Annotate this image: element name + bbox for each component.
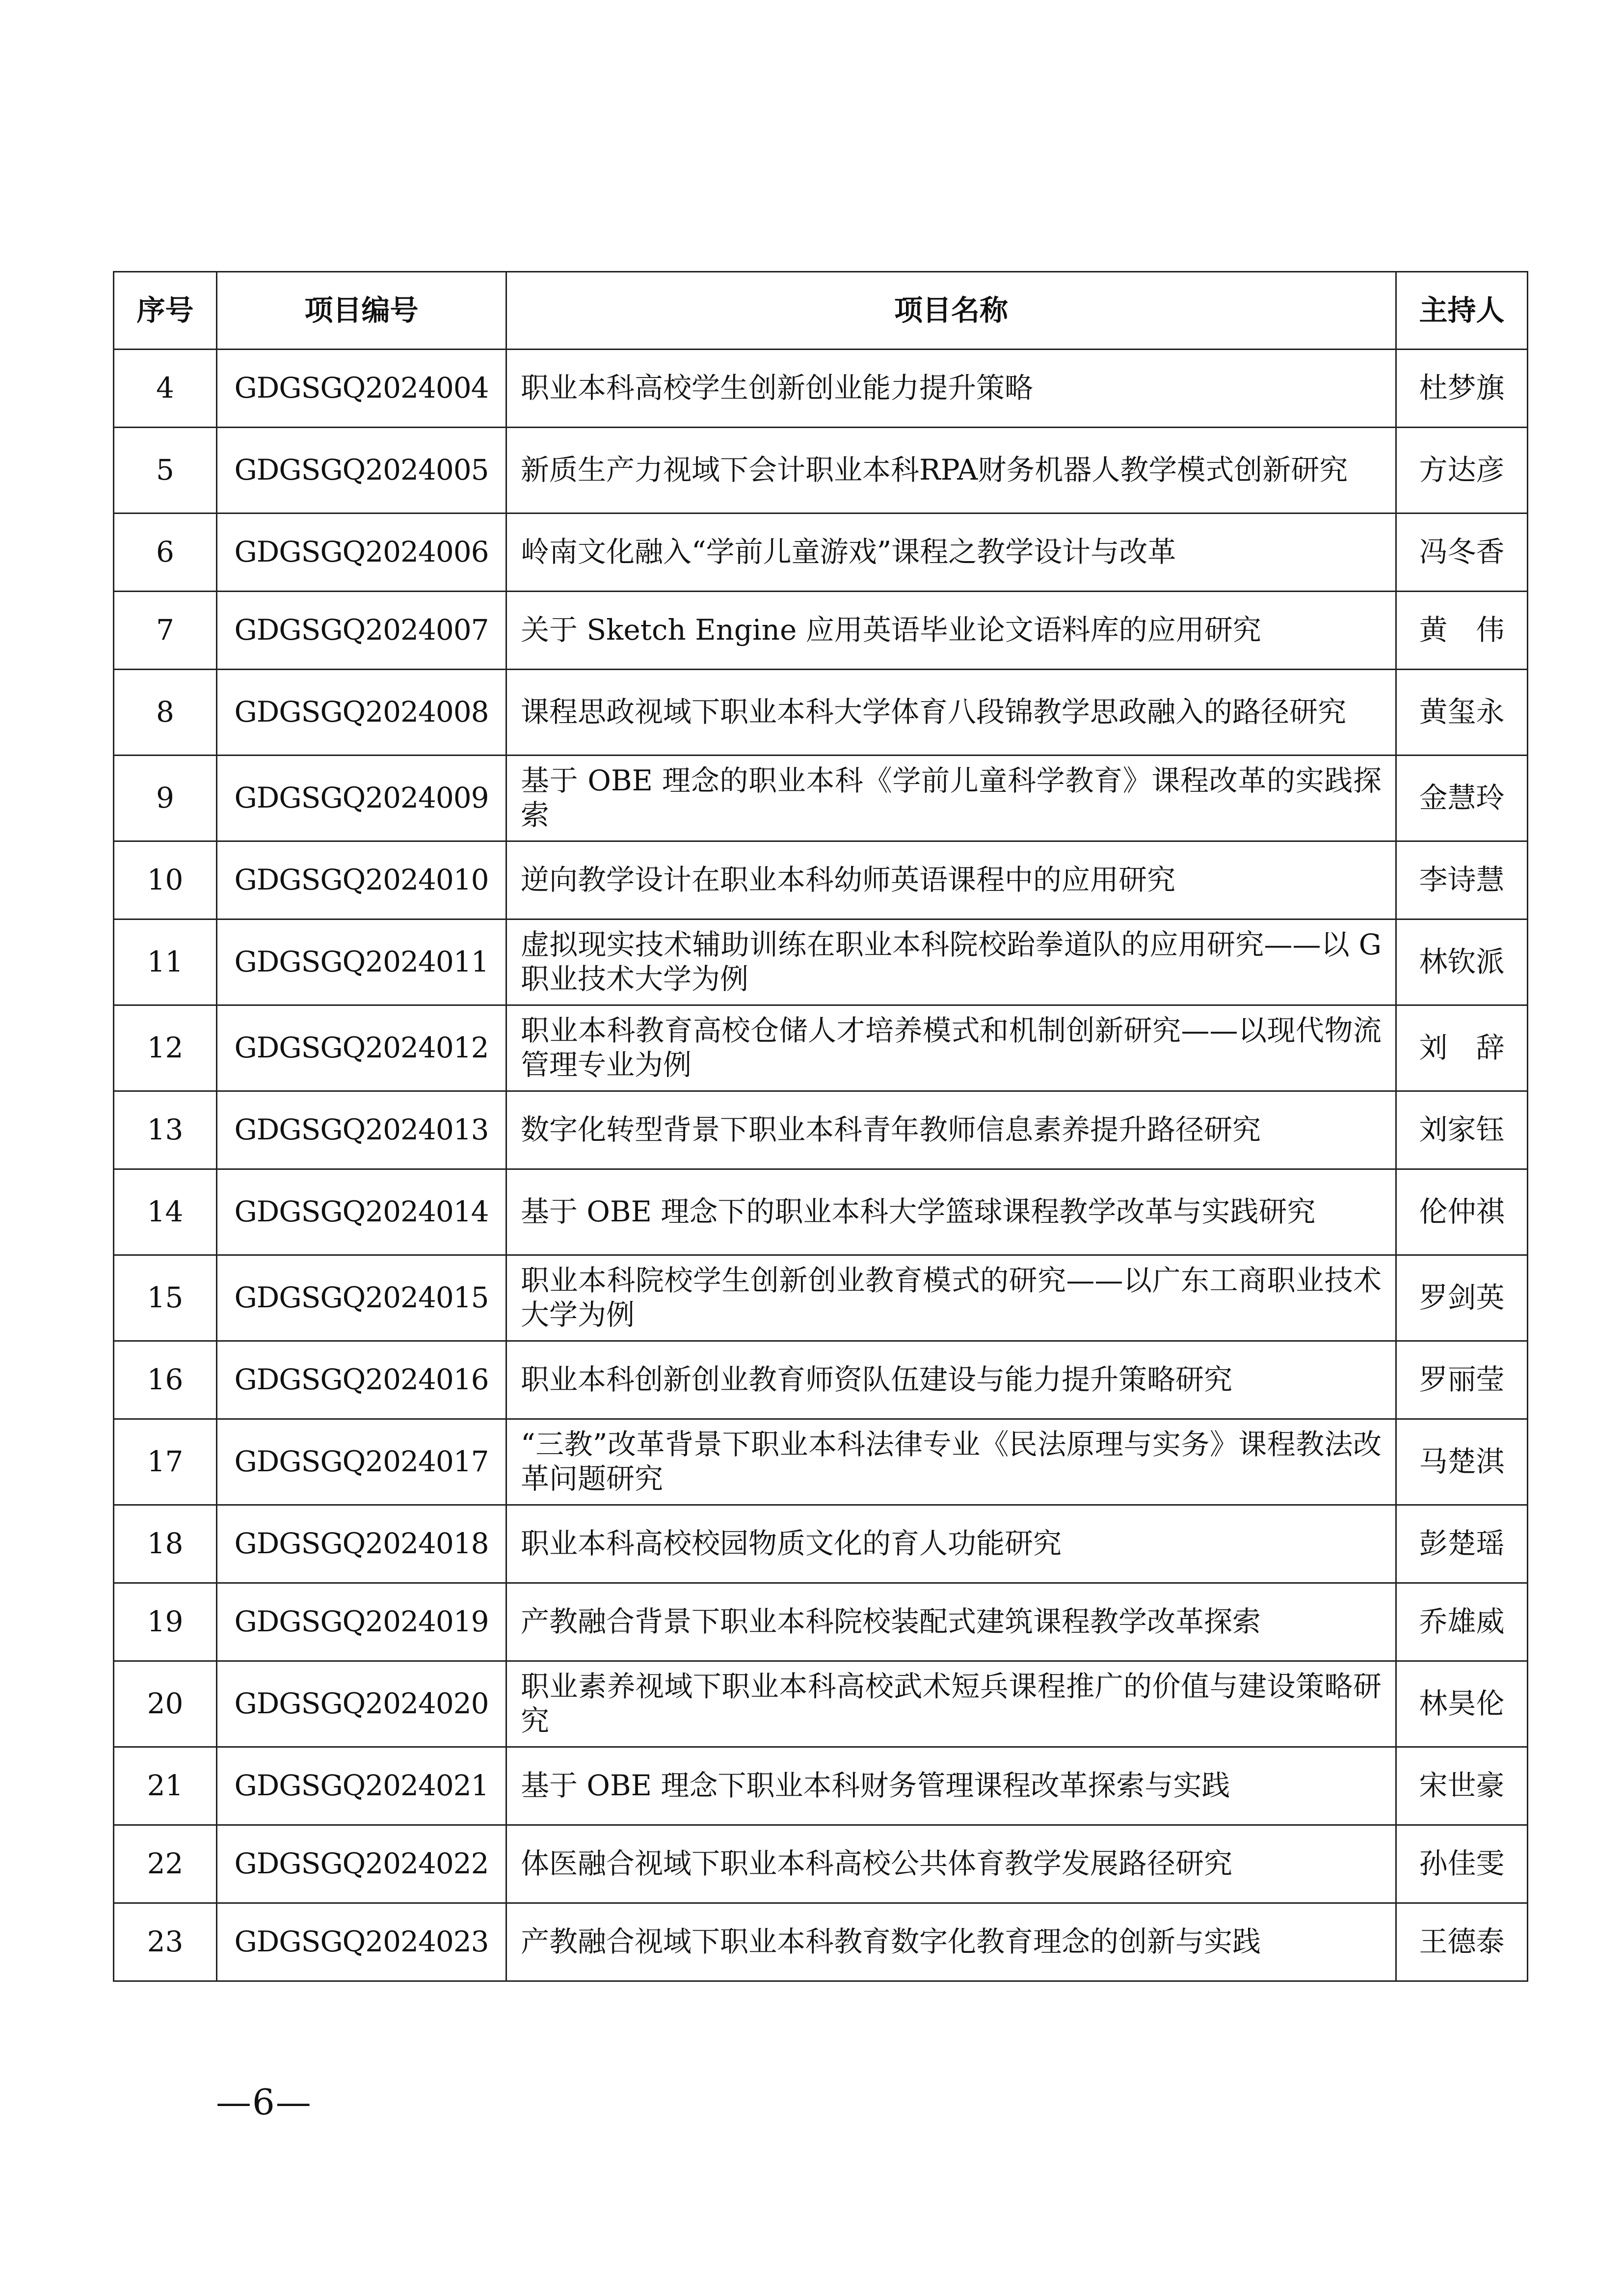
cell-project-name: 基于 OBE 理念的职业本科《学前儿童科学教育》课程改革的实践探索 <box>506 756 1396 841</box>
cell-project-code: GDGSGQ2024006 <box>217 513 506 592</box>
cell-host: 刘家钰 <box>1396 1091 1528 1169</box>
cell-project-name: 职业素养视域下职业本科高校武术短兵课程推广的价值与建设策略研究 <box>506 1661 1396 1747</box>
cell-host: 罗丽莹 <box>1396 1341 1528 1419</box>
cell-serial-number: 15 <box>114 1255 217 1341</box>
cell-project-code: GDGSGQ2024004 <box>217 350 506 428</box>
cell-host: 马楚淇 <box>1396 1419 1528 1505</box>
table-row <box>114 350 1528 428</box>
table-row <box>114 1661 1528 1747</box>
table-row <box>114 1825 1528 1903</box>
cell-project-code: GDGSGQ2024019 <box>217 1583 506 1661</box>
cell-project-name: 产教融合背景下职业本科院校装配式建筑课程教学改革探索 <box>506 1583 1396 1661</box>
cell-project-code: GDGSGQ2024014 <box>217 1169 506 1255</box>
header-host: 主持人 <box>1396 272 1528 350</box>
cell-project-code: GDGSGQ2024007 <box>217 592 506 670</box>
cell-host: 孙佳雯 <box>1396 1825 1528 1903</box>
cell-serial-number: 21 <box>114 1747 217 1825</box>
cell-host: 冯冬香 <box>1396 513 1528 592</box>
cell-serial-number: 17 <box>114 1419 217 1505</box>
table-body <box>114 350 1528 1981</box>
header-serial-number: 序号 <box>114 272 217 350</box>
cell-serial-number: 16 <box>114 1341 217 1419</box>
table-row <box>114 1747 1528 1825</box>
cell-serial-number: 9 <box>114 756 217 841</box>
cell-project-name: 数字化转型背景下职业本科青年教师信息素养提升路径研究 <box>506 1091 1396 1169</box>
cell-project-name: 新质生产力视域下会计职业本科RPA财务机器人教学模式创新研究 <box>506 428 1396 513</box>
table-row <box>114 1255 1528 1341</box>
cell-project-name: 职业本科高校学生创新创业能力提升策略 <box>506 350 1396 428</box>
table-row <box>114 428 1528 513</box>
cell-host: 乔雄威 <box>1396 1583 1528 1661</box>
cell-project-code: GDGSGQ2024011 <box>217 919 506 1005</box>
table-header <box>114 272 1528 350</box>
cell-host: 黄玺永 <box>1396 670 1528 756</box>
cell-project-name: “三教”改革背景下职业本科法律专业《民法原理与实务》课程教法改革问题研究 <box>506 1419 1396 1505</box>
cell-project-code: GDGSGQ2024012 <box>217 1005 506 1091</box>
cell-host: 林钦派 <box>1396 919 1528 1005</box>
table-row <box>114 841 1528 919</box>
table-row <box>114 1419 1528 1505</box>
cell-project-name: 职业本科教育高校仓储人才培养模式和机制创新研究——以现代物流管理专业为例 <box>506 1005 1396 1091</box>
cell-serial-number: 22 <box>114 1825 217 1903</box>
table-row <box>114 592 1528 670</box>
cell-project-name: 职业本科创新创业教育师资队伍建设与能力提升策略研究 <box>506 1341 1396 1419</box>
cell-project-name: 产教融合视域下职业本科教育数字化教育理念的创新与实践 <box>506 1903 1396 1981</box>
cell-project-code: GDGSGQ2024021 <box>217 1747 506 1825</box>
cell-host: 李诗慧 <box>1396 841 1528 919</box>
table-row <box>114 1505 1528 1583</box>
cell-project-name: 课程思政视域下职业本科大学体育八段锦教学思政融入的路径研究 <box>506 670 1396 756</box>
table-row <box>114 1005 1528 1091</box>
cell-project-name: 基于 OBE 理念下职业本科财务管理课程改革探索与实践 <box>506 1747 1396 1825</box>
cell-serial-number: 13 <box>114 1091 217 1169</box>
cell-host: 伦仲祺 <box>1396 1169 1528 1255</box>
cell-project-name: 基于 OBE 理念下的职业本科大学篮球课程教学改革与实践研究 <box>506 1169 1396 1255</box>
cell-serial-number: 8 <box>114 670 217 756</box>
cell-host: 林昊伦 <box>1396 1661 1528 1747</box>
cell-project-name: 虚拟现实技术辅助训练在职业本科院校跆拳道队的应用研究——以 G 职业技术大学为例 <box>506 919 1396 1005</box>
cell-project-code: GDGSGQ2024020 <box>217 1661 506 1747</box>
cell-host: 罗剑英 <box>1396 1255 1528 1341</box>
header-row <box>114 272 1528 350</box>
header-project-code: 项目编号 <box>217 272 506 350</box>
cell-project-code: GDGSGQ2024008 <box>217 670 506 756</box>
cell-project-code: GDGSGQ2024005 <box>217 428 506 513</box>
cell-serial-number: 7 <box>114 592 217 670</box>
cell-project-code: GDGSGQ2024022 <box>217 1825 506 1903</box>
cell-host: 王德泰 <box>1396 1903 1528 1981</box>
table-row <box>114 670 1528 756</box>
cell-project-code: GDGSGQ2024016 <box>217 1341 506 1419</box>
cell-serial-number: 18 <box>114 1505 217 1583</box>
table-row <box>114 919 1528 1005</box>
cell-project-code: GDGSGQ2024018 <box>217 1505 506 1583</box>
cell-serial-number: 10 <box>114 841 217 919</box>
table-row <box>114 1169 1528 1255</box>
cell-host: 彭楚瑶 <box>1396 1505 1528 1583</box>
cell-project-code: GDGSGQ2024015 <box>217 1255 506 1341</box>
cell-host: 方达彦 <box>1396 428 1528 513</box>
table-row <box>114 1341 1528 1419</box>
cell-host: 杜梦旗 <box>1396 350 1528 428</box>
cell-project-name: 岭南文化融入“学前儿童游戏”课程之教学设计与改革 <box>506 513 1396 592</box>
table-row <box>114 1583 1528 1661</box>
cell-host: 金慧玲 <box>1396 756 1528 841</box>
cell-serial-number: 23 <box>114 1903 217 1981</box>
cell-project-name: 体医融合视域下职业本科高校公共体育教学发展路径研究 <box>506 1825 1396 1903</box>
cell-project-code: GDGSGQ2024017 <box>217 1419 506 1505</box>
cell-host: 黄 伟 <box>1396 592 1528 670</box>
cell-project-code: GDGSGQ2024013 <box>217 1091 506 1169</box>
header-project-name: 项目名称 <box>506 272 1396 350</box>
cell-serial-number: 5 <box>114 428 217 513</box>
cell-serial-number: 4 <box>114 350 217 428</box>
cell-host: 刘 辞 <box>1396 1005 1528 1091</box>
cell-serial-number: 12 <box>114 1005 217 1091</box>
cell-serial-number: 11 <box>114 919 217 1005</box>
cell-project-name: 职业本科高校校园物质文化的育人功能研究 <box>506 1505 1396 1583</box>
cell-project-code: GDGSGQ2024010 <box>217 841 506 919</box>
table-row <box>114 1091 1528 1169</box>
cell-project-name: 职业本科院校学生创新创业教育模式的研究——以广东工商职业技术大学为例 <box>506 1255 1396 1341</box>
cell-serial-number: 6 <box>114 513 217 592</box>
cell-host: 宋世豪 <box>1396 1747 1528 1825</box>
cell-project-code: GDGSGQ2024023 <box>217 1903 506 1981</box>
table-row <box>114 513 1528 592</box>
cell-serial-number: 19 <box>114 1583 217 1661</box>
table-row <box>114 1903 1528 1981</box>
cell-project-code: GDGSGQ2024009 <box>217 756 506 841</box>
table-row <box>114 756 1528 841</box>
cell-project-name: 逆向教学设计在职业本科幼师英语课程中的应用研究 <box>506 841 1396 919</box>
cell-serial-number: 20 <box>114 1661 217 1747</box>
cell-serial-number: 14 <box>114 1169 217 1255</box>
projects-table <box>113 271 1528 1982</box>
page-number: —6— <box>216 2081 312 2123</box>
cell-project-name: 关于 Sketch Engine 应用英语毕业论文语料库的应用研究 <box>506 592 1396 670</box>
